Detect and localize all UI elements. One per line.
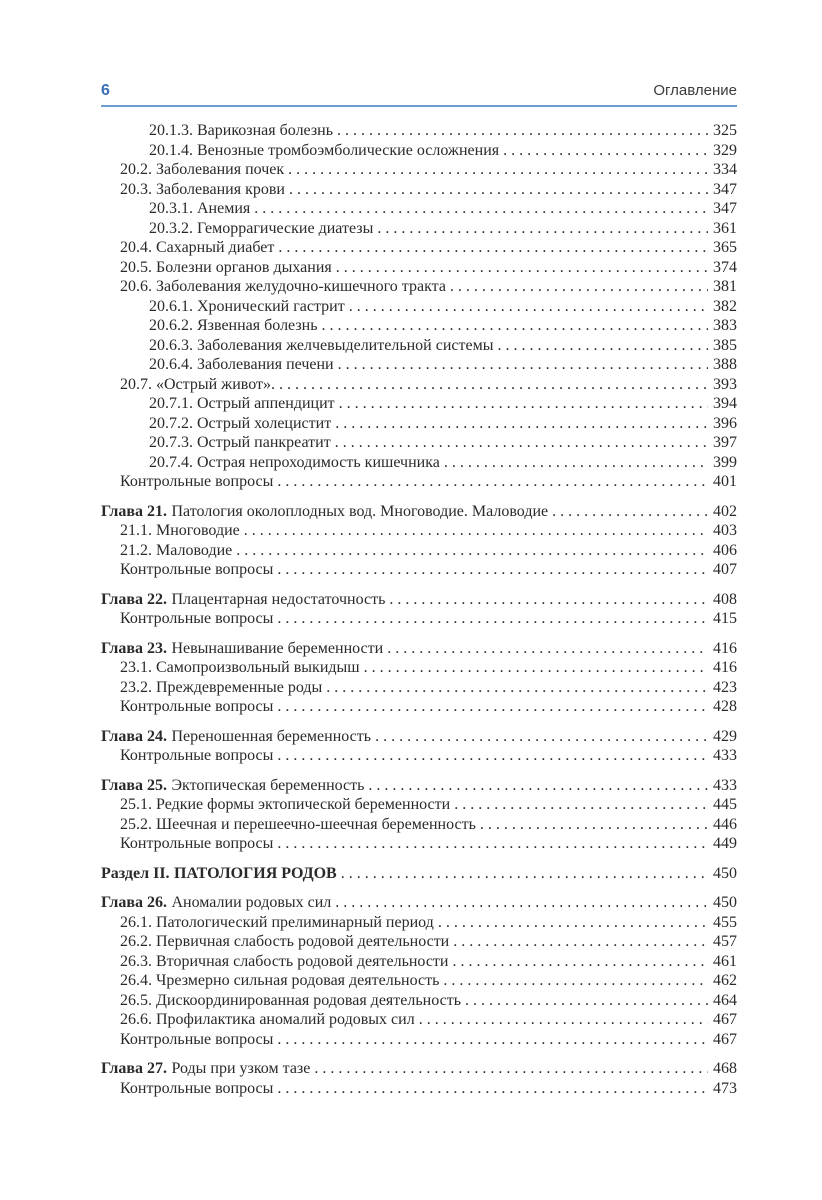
toc-entry: [101, 639, 737, 659]
toc-entry: [101, 795, 737, 815]
toc-entry-page: 416: [713, 659, 737, 676]
toc-entry-page: 385: [713, 336, 737, 354]
dot-leader: [288, 160, 708, 180]
toc-entry: [101, 560, 737, 580]
dot-leader: [279, 375, 708, 395]
dot-leader: [503, 141, 708, 161]
toc-entry-title: Контрольные вопросы: [120, 835, 274, 852]
toc-entry: [101, 971, 737, 991]
toc-entry-page: 455: [713, 913, 737, 931]
toc-entry: [101, 453, 737, 473]
toc-entry-page: 388: [713, 356, 737, 373]
toc-entry-page: 473: [713, 1079, 737, 1097]
toc-entry-page: 462: [713, 972, 737, 989]
dot-leader: [244, 521, 708, 541]
toc-entry-page: 461: [713, 952, 737, 970]
toc-entry: [101, 913, 737, 933]
toc-entry-prefix: Глава 25.: [101, 776, 167, 794]
toc-entry-page: 468: [713, 1060, 737, 1077]
toc-entry-title: 20.3. Заболевания крови: [120, 180, 285, 198]
dot-leader: [497, 336, 708, 356]
toc-entry: [101, 746, 737, 766]
toc-entry-prefix: Глава 26.: [101, 894, 167, 911]
dot-leader: [277, 746, 708, 766]
toc-entry-page: 467: [713, 1011, 737, 1028]
dot-leader: [377, 219, 708, 239]
toc-entry-title: Невынашивание беременности: [171, 639, 384, 657]
dot-leader: [438, 913, 708, 933]
toc-entry-prefix: Глава 21.: [101, 502, 167, 520]
toc-entry-page: 403: [713, 522, 737, 539]
dot-leader: [277, 472, 708, 492]
toc-entry: [101, 277, 737, 297]
dot-leader: [368, 776, 708, 796]
toc-entry-title: 25.1. Редкие формы эктопической беременности: [120, 796, 451, 813]
dot-leader: [335, 433, 708, 453]
dot-leader: [444, 453, 708, 473]
dot-leader: [364, 658, 708, 678]
toc-entry-title: 20.7.2. Острый холецистит: [149, 414, 332, 432]
toc-entry-title: 20.6. Заболевания желудочно-кишечного тракта: [120, 278, 446, 295]
dot-leader: [277, 1030, 708, 1050]
toc-entry-title: Роды при узком тазе: [171, 1060, 311, 1077]
dot-leader: [277, 834, 708, 854]
toc-entry: [101, 433, 737, 453]
dot-leader: [341, 864, 708, 884]
toc-entry-title: 26.6. Профилактика аномалий родовых сил: [120, 1011, 415, 1028]
toc-entry-page: 383: [713, 317, 737, 334]
toc-entry-title: Контрольные вопросы: [120, 698, 274, 715]
toc-entry: [101, 864, 737, 884]
toc-entry: [101, 697, 737, 717]
toc-entry: [101, 180, 737, 200]
toc-entry: [101, 258, 737, 278]
toc-entry-page: 365: [713, 239, 737, 256]
toc-entry-title: 23.1. Самопроизвольный выкидыш: [120, 659, 360, 676]
page-number: 6: [101, 82, 110, 99]
toc-entry-page: 393: [713, 375, 737, 393]
toc-entry-title: 20.7.3. Острый панкреатит: [149, 434, 331, 451]
toc-entry: [101, 297, 737, 317]
dot-leader: [443, 971, 708, 991]
toc-entry: [101, 414, 737, 434]
page-header: [101, 82, 737, 107]
toc-entry-page: 396: [713, 414, 737, 432]
dot-leader: [389, 590, 708, 610]
toc-entry-title: 20.3.1. Анемия: [149, 200, 251, 217]
dot-leader: [322, 316, 708, 336]
toc-entry-page: 401: [713, 473, 737, 490]
dot-leader: [338, 355, 708, 375]
toc-entry: [101, 1010, 737, 1030]
table-of-contents: [101, 121, 737, 1098]
toc-entry: [101, 590, 737, 610]
toc-entry-page: 397: [713, 434, 737, 451]
dot-leader: [236, 541, 708, 561]
toc-entry-title: Контрольные вопросы: [120, 1079, 274, 1097]
toc-entry: [101, 991, 737, 1011]
toc-entry-page: 374: [713, 258, 737, 276]
toc-entry-title: Контрольные вопросы: [120, 561, 274, 578]
toc-entry: [101, 141, 737, 161]
dot-leader: [552, 502, 708, 522]
dot-leader: [450, 277, 708, 297]
toc-entry-title: 20.6.1. Хронический гастрит: [149, 297, 345, 315]
toc-entry: [101, 521, 737, 541]
dot-leader: [254, 199, 708, 219]
toc-entry-title: 25.2. Шеечная и перешеечно-шеечная беременность: [120, 815, 476, 833]
toc-entry-page: 394: [713, 395, 737, 412]
toc-entry-page: 428: [713, 698, 737, 715]
toc-entry-title: 26.3. Вторичная слабость родовой деятельности: [120, 952, 449, 970]
toc-entry-page: 429: [713, 727, 737, 745]
toc-entry-prefix: Глава 27.: [101, 1060, 167, 1077]
dot-leader: [419, 1010, 708, 1030]
book-page: [101, 82, 737, 1098]
toc-entry-page: 407: [713, 561, 737, 578]
toc-entry: [101, 160, 737, 180]
toc-entry-page: 415: [713, 610, 737, 627]
toc-entry-page: 402: [713, 502, 737, 520]
toc-entry-title: 23.2. Преждевременные роды: [120, 678, 323, 696]
running-title: Оглавление: [653, 82, 737, 99]
toc-entry-page: 334: [713, 161, 737, 178]
toc-entry: [101, 316, 737, 336]
toc-entry: [101, 219, 737, 239]
toc-entry: [101, 121, 737, 141]
toc-entry-page: 347: [713, 200, 737, 217]
toc-entry: [101, 394, 737, 414]
toc-entry-page: 329: [713, 141, 737, 159]
toc-entry: [101, 727, 737, 747]
toc-entry-title: Плацентарная недостаточность: [171, 590, 386, 608]
toc-entry-page: 406: [713, 541, 737, 559]
toc-entry: [101, 609, 737, 629]
dot-leader: [335, 414, 708, 434]
dot-leader: [339, 394, 708, 414]
toc-entry-title: ПАТОЛОГИЯ РОДОВ: [174, 864, 337, 882]
toc-entry-page: 450: [713, 864, 737, 882]
toc-entry-prefix: Глава 24.: [101, 727, 167, 745]
toc-entry-prefix: Раздел II.: [101, 864, 170, 882]
toc-entry-title: Аномалии родовых сил: [171, 894, 332, 911]
dot-leader: [454, 795, 708, 815]
toc-entry: [101, 238, 737, 258]
toc-entry: [101, 199, 737, 219]
dot-leader: [387, 639, 708, 659]
toc-entry-title: 21.2. Маловодие: [120, 541, 233, 559]
toc-entry-title: 20.4. Сахарный диабет: [120, 239, 275, 256]
toc-entry: [101, 952, 737, 972]
toc-entry-page: 445: [713, 796, 737, 813]
toc-entry-title: 20.6.3. Заболевания желчевыделительной системы: [149, 336, 494, 354]
toc-entry: [101, 815, 737, 835]
toc-entry-title: 20.2. Заболевания почек: [120, 161, 285, 178]
toc-entry-page: 467: [713, 1030, 737, 1048]
dot-leader: [277, 560, 708, 580]
toc-entry-page: 423: [713, 678, 737, 696]
toc-entry-title: 20.6.2. Язвенная болезнь: [149, 317, 318, 334]
dot-leader: [277, 609, 708, 629]
dot-leader: [336, 258, 708, 278]
toc-entry-prefix: Глава 23.: [101, 639, 167, 657]
toc-entry-title: 20.7.1. Острый аппендицит: [149, 395, 335, 412]
toc-entry-title: Контрольные вопросы: [120, 747, 274, 764]
toc-entry-title: 20.1.3. Варикозная болезнь: [149, 122, 334, 139]
dot-leader: [277, 1079, 708, 1099]
toc-entry-title: 26.2. Первичная слабость родовой деятельности: [120, 933, 450, 950]
dot-leader: [337, 121, 708, 141]
toc-entry: [101, 375, 737, 395]
toc-entry: [101, 834, 737, 854]
toc-entry-title: 26.1. Патологический прелиминарный период: [120, 913, 434, 931]
dot-leader: [289, 180, 708, 200]
toc-entry-title: 20.7.4. Острая непроходимость кишечника: [149, 453, 440, 471]
toc-entry: [101, 472, 737, 492]
toc-entry-title: 26.5. Дискоординированная родовая деятельность: [120, 991, 461, 1009]
toc-entry-page: 399: [713, 453, 737, 471]
toc-entry-title: Контрольные вопросы: [120, 610, 274, 627]
toc-entry-title: 20.3.2. Геморрагические диатезы: [149, 219, 374, 237]
toc-entry-page: 325: [713, 122, 737, 139]
toc-entry-title: Патология околоплодных вод. Многоводие. Маловодие: [171, 502, 549, 520]
toc-entry-page: 457: [713, 933, 737, 950]
dot-leader: [314, 1059, 708, 1079]
dot-leader: [349, 297, 708, 317]
dot-leader: [375, 727, 708, 747]
toc-entry-title: Контрольные вопросы: [120, 1030, 274, 1048]
toc-entry: [101, 502, 737, 522]
toc-entry-page: 382: [713, 297, 737, 315]
toc-entry: [101, 336, 737, 356]
toc-entry: [101, 893, 737, 913]
dot-leader: [277, 697, 708, 717]
dot-leader: [278, 238, 708, 258]
toc-entry-page: 381: [713, 278, 737, 295]
toc-entry-title: 20.7. «Острый живот».: [120, 375, 275, 393]
toc-entry-page: 416: [713, 639, 737, 657]
toc-entry-page: 361: [713, 219, 737, 237]
toc-entry-page: 433: [713, 776, 737, 794]
toc-entry-title: 26.4. Чрезмерно сильная родовая деятельность: [120, 972, 440, 989]
dot-leader: [453, 932, 708, 952]
toc-entry-title: 20.5. Болезни органов дыхания: [120, 258, 332, 276]
dot-leader: [465, 991, 708, 1011]
toc-entry: [101, 355, 737, 375]
toc-entry-page: 449: [713, 835, 737, 852]
toc-entry-title: 21.1. Многоводие: [120, 522, 240, 539]
toc-entry: [101, 932, 737, 952]
toc-entry: [101, 776, 737, 796]
dot-leader: [335, 893, 708, 913]
dot-leader: [452, 952, 708, 972]
toc-entry-page: 450: [713, 894, 737, 911]
toc-entry-page: 446: [713, 815, 737, 833]
toc-entry-title: 20.6.4. Заболевания печени: [149, 356, 334, 373]
toc-entry: [101, 1030, 737, 1050]
toc-entry-title: Эктопическая беременность: [171, 776, 365, 794]
toc-entry-page: 408: [713, 590, 737, 608]
toc-entry-page: 433: [713, 747, 737, 764]
toc-entry-page: 464: [713, 991, 737, 1009]
toc-entry: [101, 541, 737, 561]
toc-entry-title: Переношенная беременность: [171, 727, 372, 745]
dot-leader: [326, 678, 708, 698]
toc-entry-page: 347: [713, 180, 737, 198]
dot-leader: [480, 815, 708, 835]
toc-entry: [101, 678, 737, 698]
toc-entry-prefix: Глава 22.: [101, 590, 167, 608]
toc-entry-title: Контрольные вопросы: [120, 473, 274, 490]
toc-entry: [101, 1079, 737, 1099]
toc-entry: [101, 658, 737, 678]
toc-entry: [101, 1059, 737, 1079]
toc-entry-title: 20.1.4. Венозные тромбоэмболические осложнения: [149, 141, 500, 159]
